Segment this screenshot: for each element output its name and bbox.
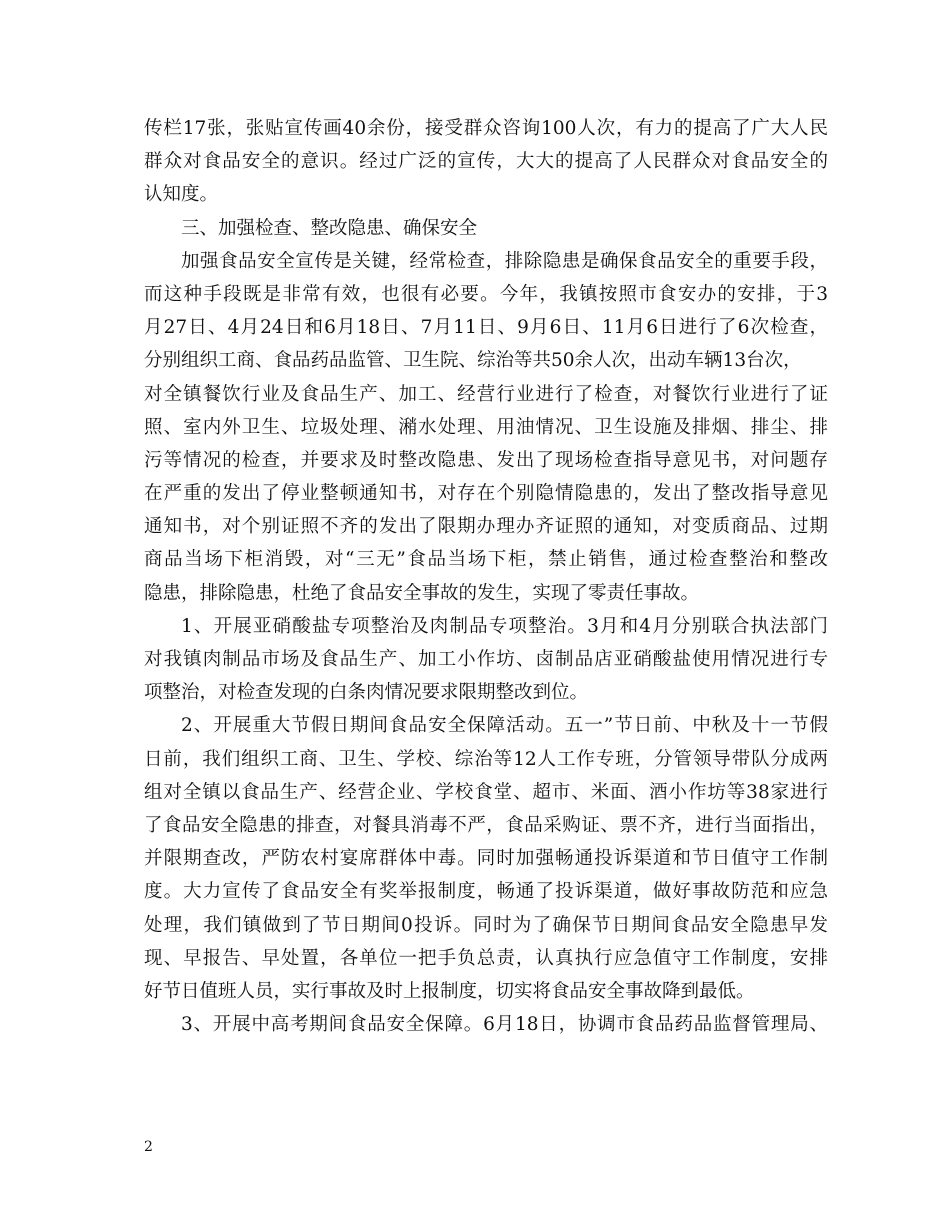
text-line: 并限期查改，严防农村宴席群体中毒。同时加强畅通投诉渠道和节日值守工作制 bbox=[144, 848, 828, 870]
text-line: 污等情况的检查，并要求及时整改隐患、发出了现场检查指导意见书，对问题存 bbox=[144, 449, 828, 471]
text-line: 传栏17张，张贴宣传画40余份，接受群众咨询100人次，有力的提高了广大人民 bbox=[144, 118, 828, 139]
text-line: 对我镇肉制品市场及食品生产、加工小作坊、卤制品店亚硝酸盐使用情况进行专 bbox=[144, 649, 828, 670]
text-line: 照、室内外卫生、垃圾处理、潲水处理、用油情况、卫生设施及排烟、排尘、排 bbox=[144, 416, 828, 438]
text-line: 日前，我们组织工商、卫生、学校、综治等12人工作专班，分管领导带队分成两 bbox=[144, 748, 828, 770]
text-line: 组对全镇以食品生产、经营企业、学校食堂、超市、米面、酒小作坊等38家进行 bbox=[144, 781, 828, 803]
text-line: 分别组织工商、食品药品监管、卫生院、综治等共50余人次，出动车辆13台次， bbox=[144, 350, 802, 372]
text-line: 现、早报告、早处置，各单位一把手负总责，认真执行应急值守工作制度，安排 bbox=[144, 947, 828, 969]
text-line: 好节日值班人员，实行事故及时上报制度，切实将食品安全事故降到最低。 bbox=[144, 980, 755, 1002]
text-line: 项整治，对检查发现的白条肉情况要求限期整改到位。 bbox=[144, 682, 589, 704]
text-line: 对全镇餐饮行业及食品生产、加工、经营行业进行了检查，对餐饮行业进行了证 bbox=[144, 383, 828, 405]
text-line: 在严重的发出了停业整顿通知书，对存在个别隐情隐患的，发出了整改指导意见 bbox=[144, 483, 828, 505]
text-line: 群众对食品安全的意识。经过广泛的宣传，大大的提高了人民群众对食品安全的 bbox=[144, 151, 828, 173]
text-line: 度。大力宣传了食品安全有奖举报制度，畅通了投诉渠道，做好事故防范和应急 bbox=[144, 881, 828, 903]
text-line: 月27日、4月24日和6月18日、7月11日、9月6日、11月6日进行了6次检查， bbox=[144, 317, 828, 339]
text-line: 而这种手段既是非常有效，也很有必要。今年，我镇按照市食安办的安排，于3 bbox=[144, 283, 828, 305]
text-line: 隐患，排除隐患，杜绝了食品安全事故的发生，实现了零责任事故。 bbox=[144, 582, 700, 604]
document-body bbox=[144, 112, 828, 1041]
text-line: 商品当场下柜消毁，对“三无”食品当场下柜，禁止销售，通过检查整治和整改 bbox=[144, 549, 828, 571]
text-line: 处理，我们镇做到了节日期间0投诉。同时为了确保节日期间食品安全隐患早发 bbox=[144, 914, 828, 936]
text-line: 通知书，对个别证照不齐的发出了限期办理办齐证照的通知，对变质商品、过期 bbox=[144, 516, 828, 538]
text-line: 了食品安全隐患的排查，对餐具消毒不严，食品采购证、票不齐，进行当面指出， bbox=[144, 814, 828, 836]
text-line: 加强食品安全宣传是关键，经常检查，排除隐患是确保食品安全的重要手段， bbox=[181, 250, 828, 272]
text-line: 三、加强检查、整改隐患、确保安全 bbox=[181, 217, 478, 239]
page-number: 2 bbox=[144, 1139, 153, 1155]
text-line: 2、开展重大节假日期间食品安全保障活动。五一”节日前、中秋及十一节假 bbox=[181, 715, 828, 737]
text-line: 1、开展亚硝酸盐专项整治及肉制品专项整治。3月和4月分别联合执法部门 bbox=[181, 615, 828, 637]
text-line: 认知度。 bbox=[144, 184, 219, 206]
text-line: 3、开展中高考期间食品安全保障。6月18日，协调市食品药品监督管理局、 bbox=[181, 1014, 828, 1036]
